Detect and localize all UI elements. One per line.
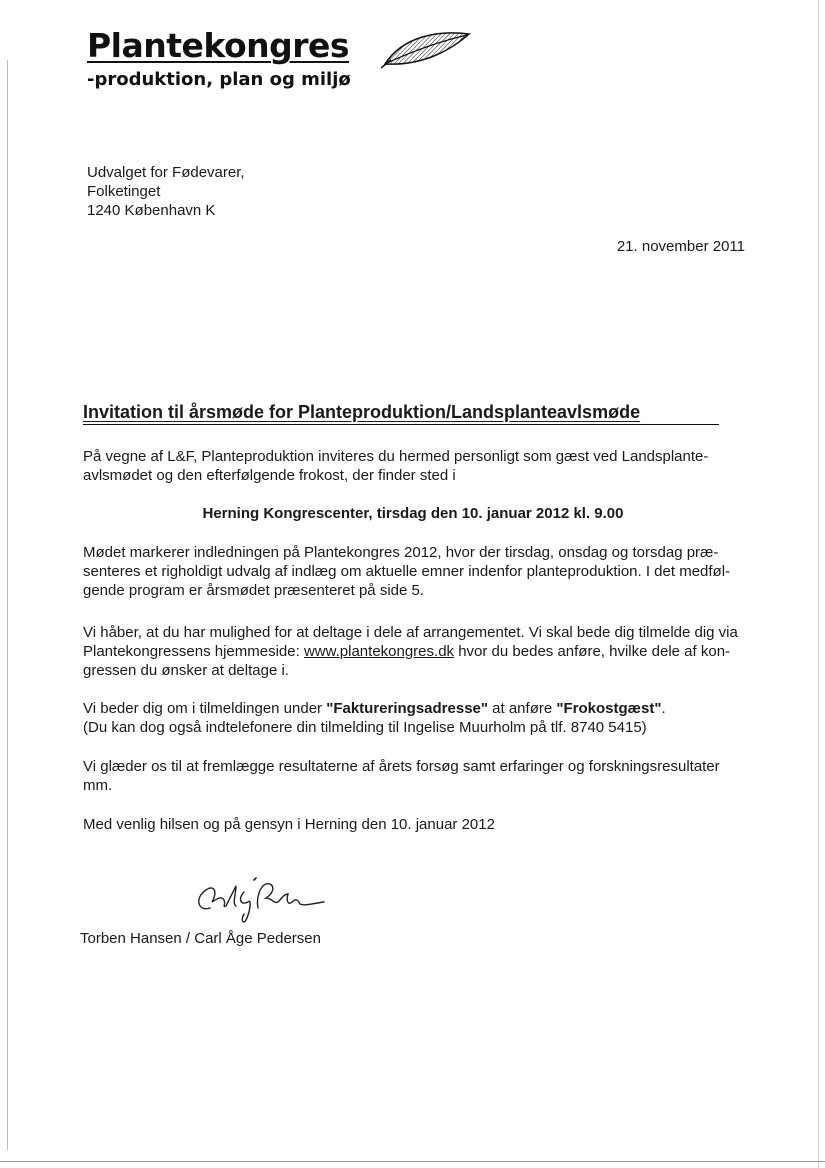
intro-paragraph (83, 447, 743, 485)
invoice-paragraph (83, 699, 743, 737)
text-line: (Du kan dog også indtelefonere din tilmelding til Ingelise Muurholm på tlf. 8740 5415) (83, 719, 647, 736)
text-fragment: hvor du bedes anføre, hvilke dele af kon- (454, 643, 731, 660)
recipient-address (87, 163, 245, 220)
text-line: mm. (83, 777, 113, 794)
recipient-line: Folketinget (87, 183, 161, 200)
results-paragraph (83, 757, 743, 795)
letter-date: 21. november 2011 (616, 238, 745, 255)
text-line: Med venlig hilsen og på gensyn i Herning den 10. januar 2012 (83, 816, 495, 833)
scan-edge-bottom (0, 1161, 825, 1162)
recipient-line: Udvalget for Fødevarer, (87, 164, 245, 181)
text-line: gende program er årsmødet præsenteret på side 5. (83, 582, 425, 599)
text-line: Vi håber, at du har mulighed for at deltage i dele af arrangementet. Vi skal bede dig tilmelde dig via (83, 624, 738, 641)
scan-edge-right (818, 0, 819, 1168)
logo-name: Plantekongres (87, 26, 350, 65)
text-line: Mødet markerer indledningen på Plantekongres 2012, hvor der tirsdag, onsdag og torsdag præ- (83, 544, 719, 561)
program-paragraph (83, 543, 743, 600)
venue-line: Herning Kongrescenter, tirsdag den 10. januar 2012 kl. 9.00 (202, 505, 624, 522)
text-line: Vi glæder os til at fremlægge resultaterne af årets forsøg samt erfaringer og forskningsresultater (83, 758, 720, 775)
text-line: gressen du ønsker at deltage i. (83, 662, 289, 679)
text-line: senteres et righoldigt udvalg af indlæg om aktuelle emner indenfor planteproduktion. I det medføl- (83, 563, 731, 580)
text-line (83, 642, 743, 661)
invoice-field-name: "Faktureringsadresse" (326, 700, 488, 717)
text-fragment: at anføre (488, 700, 557, 717)
handwritten-signature (192, 868, 332, 926)
signers: Torben Hansen / Carl Åge Pedersen (80, 930, 321, 947)
text-line: avlsmødet og den efterfølgende frokost, der finder sted i (83, 467, 456, 484)
logo-tagline: -produktion, plan og miljø (87, 69, 351, 90)
text-fragment: Vi beder dig om i tilmeldingen under (83, 700, 327, 717)
scan-edge-left (7, 60, 8, 1150)
closing-line (83, 815, 743, 834)
leaf-icon (381, 30, 473, 70)
letterhead-logo (87, 26, 477, 96)
register-paragraph (83, 623, 743, 680)
text-fragment: . (661, 700, 666, 717)
letter-heading (83, 402, 719, 425)
invoice-field-value: "Frokostgæst" (556, 700, 662, 717)
text-line: På vegne af L&F, Planteproduktion inviteres du hermed personligt som gæst ved Landsplante- (83, 448, 709, 465)
heading-text: Invitation til årsmøde for Planteproduktion/Landsplanteavlsmøde (83, 402, 641, 422)
text-fragment: Plantekongressens hjemmeside: (83, 643, 304, 660)
text-line (83, 699, 743, 718)
website-link[interactable]: www.plantekongres.dk (303, 643, 455, 660)
recipient-line: 1240 København K (87, 202, 216, 219)
